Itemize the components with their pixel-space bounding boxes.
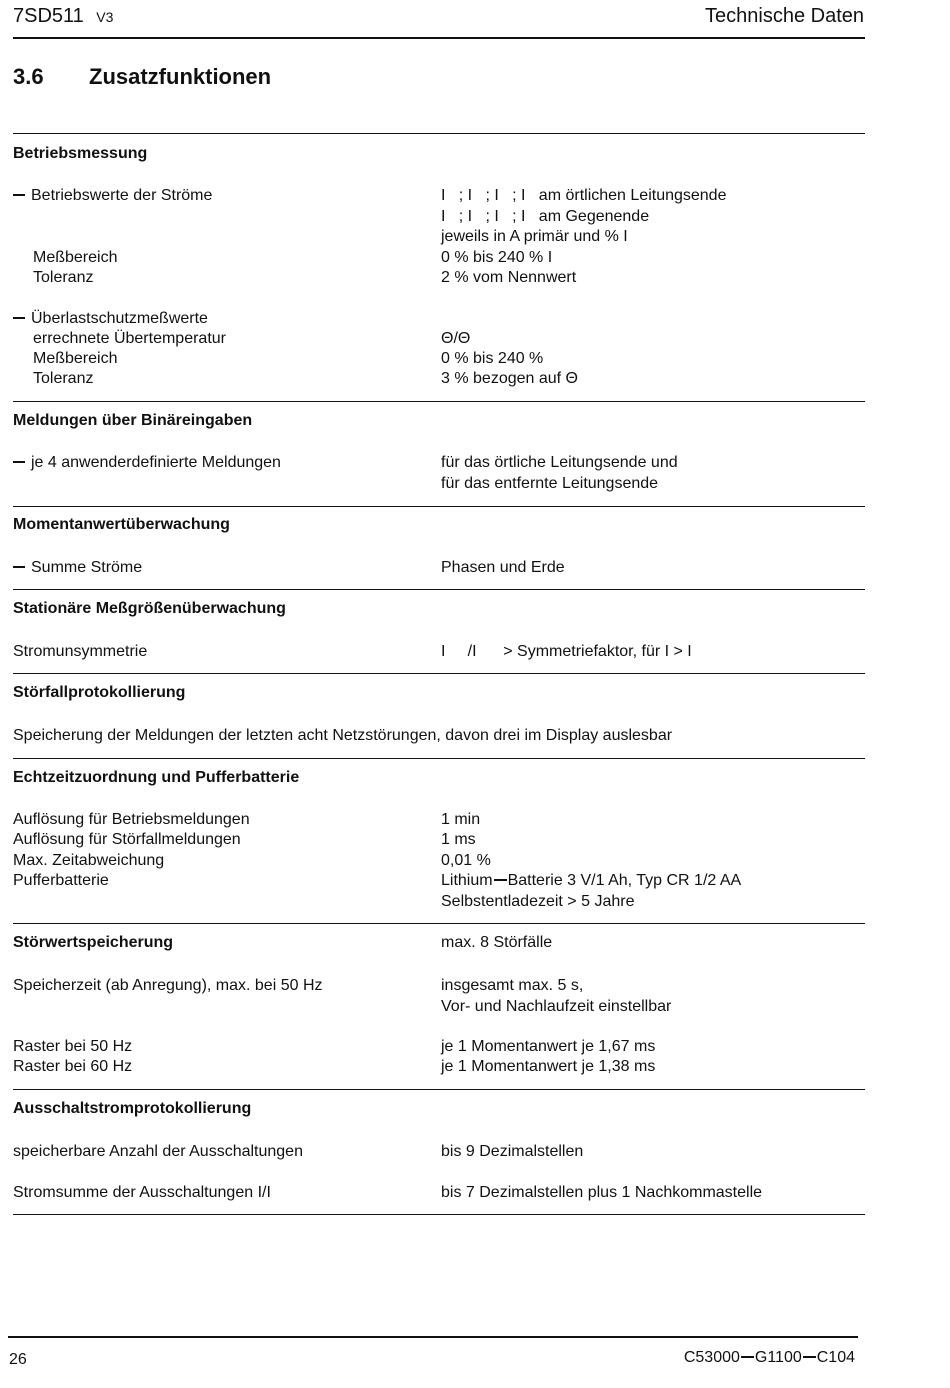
item-label: Betriebswerte der Ströme <box>31 187 213 204</box>
param-value: 1 min <box>441 811 481 828</box>
document-version: V3 <box>96 9 114 25</box>
value-line: für das örtliche Leitungsende und <box>441 454 678 471</box>
param-value: insgesamt max. 5 s, <box>441 977 584 994</box>
item-label: Stromunsymmetrie <box>13 643 148 660</box>
param-value: max. 8 Störfälle <box>441 934 553 951</box>
param-label: Auflösung für Störfallmeldungen <box>13 831 241 848</box>
list-item <box>13 558 142 578</box>
document-id: 7SD511 <box>13 5 84 27</box>
block-title-stationaer: Stationäre Meßgrößenüberwachung <box>13 600 286 617</box>
block-divider <box>13 589 865 590</box>
param-value: 0,01 % <box>441 852 491 869</box>
param-value <box>441 871 741 891</box>
param-label: Meßbereich <box>33 350 118 367</box>
param-value: bis 9 Dezimalstellen <box>441 1143 584 1160</box>
order-part: C104 <box>816 1349 855 1366</box>
block-divider <box>13 401 865 402</box>
param-label: speicherbare Anzahl der Ausschaltungen <box>13 1143 303 1160</box>
value-part: Batterie 3 V/1 Ah, Typ CR 1/2 AA <box>507 872 742 889</box>
value-line: I /I > Symmetriefaktor, für I > I <box>441 643 692 660</box>
block-divider <box>13 758 865 759</box>
order-number <box>684 1348 855 1368</box>
param-label: Stromsumme der Ausschaltungen I/I <box>13 1184 271 1201</box>
param-value: 0 % bis 240 % I <box>441 249 553 266</box>
list-item <box>13 309 208 329</box>
page-doc-id-line <box>13 6 113 28</box>
param-value: je 1 Momentanwert je 1,38 ms <box>441 1058 656 1075</box>
value-line: für das entfernte Leitungsende <box>441 475 659 492</box>
block-divider <box>13 1089 865 1090</box>
footer-rule <box>8 1336 858 1338</box>
block-title-betriebsmessung: Betriebsmessung <box>13 145 148 162</box>
param-label: Auflösung für Betriebsmeldungen <box>13 811 250 828</box>
param-value: Selbstentladezeit > 5 Jahre <box>441 893 635 910</box>
dash-glyph <box>803 1356 816 1358</box>
value-line: Phasen und Erde <box>441 559 565 576</box>
dash-glyph <box>741 1356 754 1358</box>
block-divider <box>13 506 865 507</box>
order-part: C53000 <box>683 1349 740 1366</box>
param-value: 0 % bis 240 % <box>441 350 544 367</box>
dash-bullet <box>13 566 25 568</box>
param-label: Max. Zeitabweichung <box>13 852 165 869</box>
dash-bullet <box>13 194 25 196</box>
value-part: Lithium <box>441 872 493 889</box>
block-divider <box>13 1214 865 1215</box>
param-label: Pufferbatterie <box>13 872 109 889</box>
param-value: 1 ms <box>441 831 476 848</box>
item-label: Summe Ströme <box>31 559 143 576</box>
block-title-echtzeit: Echtzeitzuordnung und Pufferbatterie <box>13 769 300 786</box>
block-divider <box>13 673 865 674</box>
param-value: bis 7 Dezimalstellen plus 1 Nachkommastelle <box>441 1184 763 1201</box>
param-label: Meßbereich <box>33 249 118 266</box>
param-value: Vor- und Nachlaufzeit einstellbar <box>441 998 672 1015</box>
param-label: Toleranz <box>33 370 94 387</box>
item-label: Überlastschutzmeßwerte <box>31 310 208 327</box>
block-title-momentan: Momentanwertüberwachung <box>13 516 230 533</box>
section-title: Zusatzfunktionen <box>89 64 272 89</box>
param-value: 2 % vom Nennwert <box>441 269 577 286</box>
block-title-meldungen: Meldungen über Binäreingaben <box>13 412 253 429</box>
param-label: Raster bei 50 Hz <box>13 1038 133 1055</box>
block-divider <box>13 923 865 924</box>
block-title-ausschaltstromprotokollierung: Ausschaltstromprotokollierung <box>13 1100 252 1117</box>
param-value: je 1 Momentanwert je 1,67 ms <box>441 1038 656 1055</box>
dash-glyph <box>494 879 507 881</box>
section-divider <box>13 133 865 134</box>
dash-bullet <box>13 317 25 319</box>
header-rule <box>13 37 865 39</box>
value-line: jeweils in A primär und % I <box>441 228 628 245</box>
block-text: Speicherung der Meldungen der letzten acht Netzstörungen, davon drei im Display auslesbar <box>13 727 673 744</box>
section-number: 3.6 <box>13 64 44 89</box>
header-section-title: Technische Daten <box>705 5 864 27</box>
param-value: 3 % bezogen auf Θ <box>441 370 578 387</box>
order-part: G1100 <box>754 1349 802 1366</box>
value-line: I ; I ; I ; I am örtlichen Leitungsende <box>441 187 727 204</box>
list-item <box>13 186 212 206</box>
page-number: 26 <box>9 1351 27 1368</box>
list-item <box>13 453 281 473</box>
block-title-stoerfallprotokollierung: Störfallprotokollierung <box>13 684 186 701</box>
param-label: errechnete Übertemperatur <box>33 330 226 347</box>
param-value: Θ/Θ <box>441 330 471 347</box>
value-line: I ; I ; I ; I am Gegenende <box>441 208 650 225</box>
param-label: Toleranz <box>33 269 94 286</box>
item-label: je 4 anwenderdefinierte Meldungen <box>31 454 281 471</box>
block-title-stoerwertspeicherung: Störwertspeicherung <box>13 934 174 951</box>
param-label: Speicherzeit (ab Anregung), max. bei 50 Hz <box>13 977 323 994</box>
dash-bullet <box>13 461 25 463</box>
param-label: Raster bei 60 Hz <box>13 1058 133 1075</box>
